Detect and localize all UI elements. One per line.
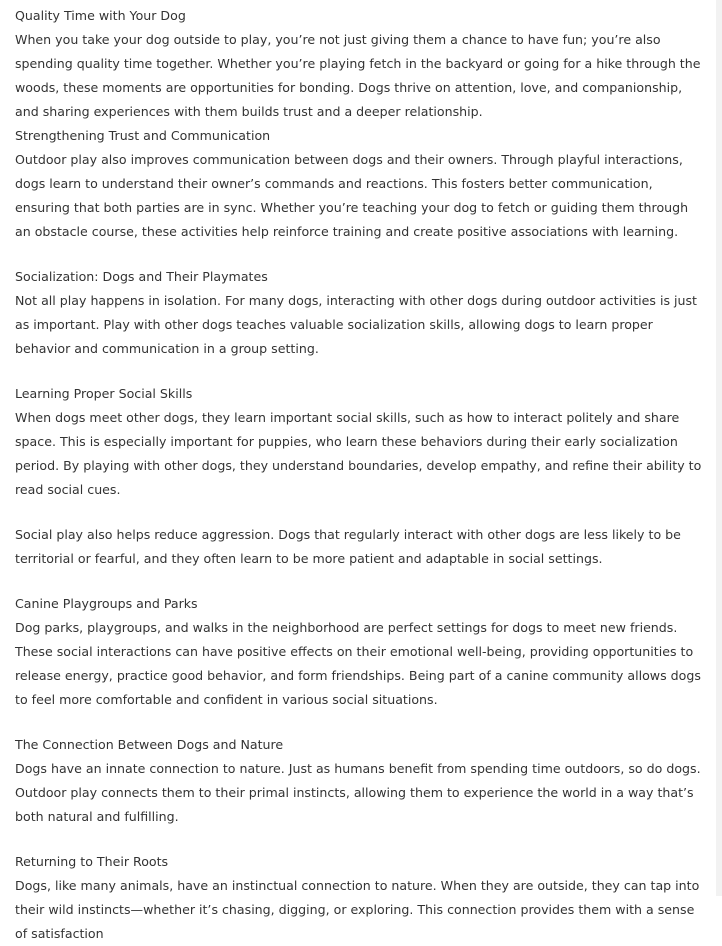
vertical-scrollbar[interactable] — [716, 0, 722, 896]
article-content — [15, 4, 705, 946]
paragraph-spacer — [15, 829, 705, 850]
paragraph-trust-communication: Outdoor play also improves communication between dogs and their owners. Through playful interactions, dogs learn to understand their owner’s commands and reactions. This fosters better communication, ensuring that both parties are in sync. Whether you’re teaching your dog to fetch or guiding them through an obstacle course, these activities help reinforce training and create positive associations with learning. — [15, 152, 689, 239]
section-heading-playgroups-parks: Canine Playgroups and Parks — [15, 596, 198, 611]
section-heading-dogs-nature: The Connection Between Dogs and Nature — [15, 737, 284, 752]
paragraph-spacer — [15, 571, 705, 592]
paragraph-socialization: Not all play happens in isolation. For many dogs, interacting with other dogs during outdoor activities is just as important. Play with other dogs teaches valuable socialization skills, allowing dogs to learn proper behavior and communication in a group setting. — [15, 293, 697, 356]
paragraph-playgroups-parks: Dog parks, playgroups, and walks in the neighborhood are perfect settings for dogs to meet new friends. These social interactions can have positive effects on their emotional well-being, providing opportunities to release energy, practice good behavior, and form friendships. Being part of a canine community allows dogs to feel more comfortable and confident in various social situations. — [15, 620, 701, 707]
paragraph-roots: Dogs, like many animals, have an instinctual connection to nature. When they are outside, they can tap into their wild instincts—whether it’s chasing, digging, or exploring. This connection provides them with a sense of satisfaction — [15, 878, 700, 941]
section-heading-socialization: Socialization: Dogs and Their Playmates — [15, 269, 268, 284]
paragraph-spacer — [15, 244, 705, 265]
paragraph-spacer — [15, 361, 705, 382]
paragraph-quality-time: When you take your dog outside to play, you’re not just giving them a chance to have fun; you’re also spending quality time together. Whether you’re playing fetch in the backyard or going for a hike through the woods, these moments are opportunities for bonding. Dogs thrive on attention, love, and companionship, and sharing experiences with them builds trust and a deeper relationship. — [15, 32, 701, 119]
paragraph-reduce-aggression: Social play also helps reduce aggression. Dogs that regularly interact with other dogs are less likely to be territorial or fearful, and they often learn to be more patient and adaptable in social settings. — [15, 527, 681, 566]
paragraph-social-skills: When dogs meet other dogs, they learn important social skills, such as how to interact politely and share space. This is especially important for puppies, who learn these behaviors during their early socialization period. By playing with other dogs, they understand boundaries, develop empathy, and refine their ability to read social cues. — [15, 410, 702, 497]
paragraph-spacer — [15, 712, 705, 733]
section-heading-social-skills: Learning Proper Social Skills — [15, 386, 193, 401]
paragraph-dogs-nature: Dogs have an innate connection to nature. Just as humans benefit from spending time outdoors, so do dogs. Outdoor play connects them to their primal instincts, allowing them to experience the world in a way that’s both natural and fulfilling. — [15, 761, 701, 824]
paragraph-spacer — [15, 502, 705, 523]
section-heading-trust-communication: Strengthening Trust and Communication — [15, 128, 271, 143]
section-heading-roots: Returning to Their Roots — [15, 854, 169, 869]
section-heading-quality-time: Quality Time with Your Dog — [15, 8, 186, 23]
